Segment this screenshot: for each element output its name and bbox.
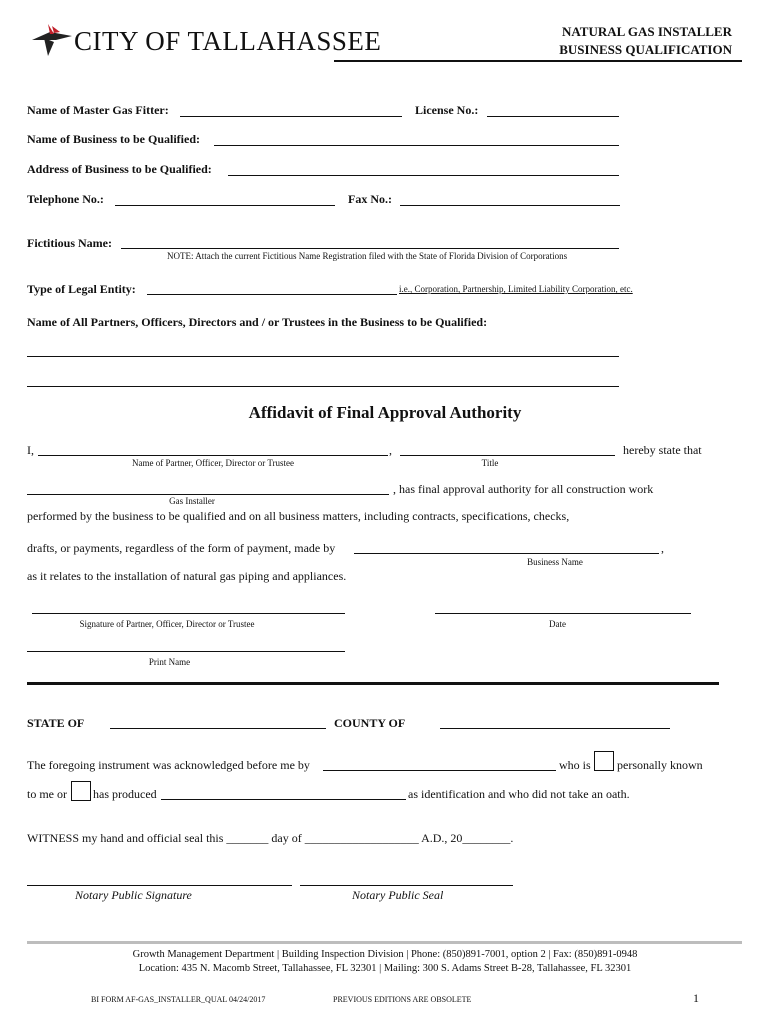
fictitious-name-field[interactable]: [121, 248, 619, 249]
footer-line1: Growth Management Department | Building Inspection Division | Phone: (850)891-7001, option 2 | Fax: (850)891-0948: [132, 949, 638, 960]
state-field[interactable]: [110, 728, 326, 729]
city-logo: [30, 20, 382, 60]
business-address-field[interactable]: [228, 175, 619, 176]
telephone-label: Telephone No.:: [27, 192, 104, 206]
form-id: BI FORM AF-GAS_INSTALLER_QUAL 04/24/2017: [91, 995, 266, 1004]
personally-known-checkbox[interactable]: [594, 751, 614, 771]
acknowledged-by-field[interactable]: [323, 770, 556, 771]
county-field[interactable]: [440, 728, 670, 729]
legal-entity-field[interactable]: [147, 294, 397, 295]
legal-entity-hint: i.e., Corporation, Partnership, Limited Liability Corporation, etc.: [399, 284, 633, 294]
drafts-comma: ,: [661, 541, 664, 555]
caption-partner: Name of Partner, Officer, Director or Trustee: [131, 458, 295, 468]
caption-notary-signature: Notary Public Signature: [75, 888, 192, 902]
has-produced-text: has produced: [93, 787, 157, 801]
identification-field[interactable]: [161, 799, 406, 800]
partner-name-field[interactable]: [38, 455, 388, 456]
has-produced-checkbox[interactable]: [71, 781, 91, 801]
to-me-or-text: to me or: [27, 787, 67, 801]
foregoing-text: The foregoing instrument was acknowledged before me by: [27, 758, 310, 772]
fictitious-note: NOTE: Attach the current Fictitious Name Registration filed with the State of Florida Division of Corporations: [167, 251, 568, 261]
logo-text: CITY OF TALLAHASSEE: [74, 26, 382, 56]
drafts-text: drafts, or payments, regardless of the form of payment, made by: [27, 541, 336, 555]
obsolete-notice: PREVIOUS EDITIONS ARE OBSOLETE: [333, 995, 472, 1004]
witness-text: WITNESS my hand and official seal this _______ day of ___________________ A.D., 20________.: [27, 831, 514, 845]
fax-field[interactable]: [400, 205, 620, 206]
signature-field[interactable]: [32, 613, 345, 614]
form-title-line2: BUSINESS QUALIFICATION: [559, 42, 732, 57]
fax-label: Fax No.:: [348, 192, 392, 206]
master-gas-fitter-label: Name of Master Gas Fitter:: [27, 103, 169, 117]
caption-title: Title: [481, 458, 499, 468]
caption-business-name: Business Name: [527, 557, 583, 567]
print-name-field[interactable]: [27, 651, 345, 652]
state-of-label: STATE OF: [27, 716, 85, 730]
partners-field-1[interactable]: [27, 356, 619, 357]
header-rule: [334, 60, 742, 62]
license-field[interactable]: [487, 116, 619, 117]
caption-notary-seal: Notary Public Seal: [352, 888, 444, 902]
license-label: License No.:: [415, 103, 479, 117]
as-it-relates-text: as it relates to the installation of natural gas piping and appliances.: [27, 569, 347, 583]
caption-signature: Signature of Partner, Officer, Director or Trustee: [79, 619, 255, 629]
who-is-text: who is: [559, 758, 591, 772]
tallahassee-logo-icon: [30, 20, 74, 60]
gas-installer-field[interactable]: [27, 494, 389, 495]
notary-signature-field[interactable]: [27, 885, 292, 886]
hereby-text: hereby state that: [623, 443, 702, 457]
business-name-field[interactable]: [214, 145, 619, 146]
has-authority-text: , has final approval authority for all construction work: [393, 482, 654, 496]
business-address-label: Address of Business to be Qualified:: [27, 162, 212, 176]
form-title-line1: NATURAL GAS INSTALLER: [561, 24, 732, 39]
footer-line2: Location: 435 N. Macomb Street, Tallahassee, FL 32301 | Mailing: 300 S. Adams Street B-28, Tallahassee, FL 32301: [138, 963, 632, 974]
caption-gas-installer: Gas Installer: [169, 496, 215, 506]
personally-known-text: personally known: [617, 758, 703, 772]
telephone-field[interactable]: [115, 205, 335, 206]
notary-seal-field[interactable]: [300, 885, 513, 886]
partners-label: Name of All Partners, Officers, Directors and / or Trustees in the Business to be Qualified:: [27, 315, 488, 329]
master-gas-fitter-field[interactable]: [180, 116, 402, 117]
date-field[interactable]: [435, 613, 691, 614]
affidavit-i: I,: [27, 443, 34, 457]
title-field[interactable]: [400, 455, 615, 456]
page-number: 1: [693, 991, 699, 1005]
partners-field-2[interactable]: [27, 386, 619, 387]
section-divider: [27, 682, 719, 685]
as-identification-text: as identification and who did not take an oath.: [408, 787, 630, 801]
business-name-made-by-field[interactable]: [354, 553, 659, 554]
business-name-label: Name of Business to be Qualified:: [27, 132, 201, 146]
county-of-label: COUNTY OF: [334, 716, 406, 730]
performed-text: performed by the business to be qualified and on all business matters, including contracts, specifications, checks,: [27, 509, 570, 523]
caption-print-name: Print Name: [148, 657, 191, 667]
fictitious-name-label: Fictitious Name:: [27, 236, 112, 250]
caption-date: Date: [549, 619, 566, 629]
affidavit-comma: ,: [389, 443, 392, 457]
legal-entity-label: Type of Legal Entity:: [27, 282, 136, 296]
affidavit-title: Affidavit of Final Approval Authority: [248, 403, 522, 422]
footer-rule: [27, 941, 742, 944]
